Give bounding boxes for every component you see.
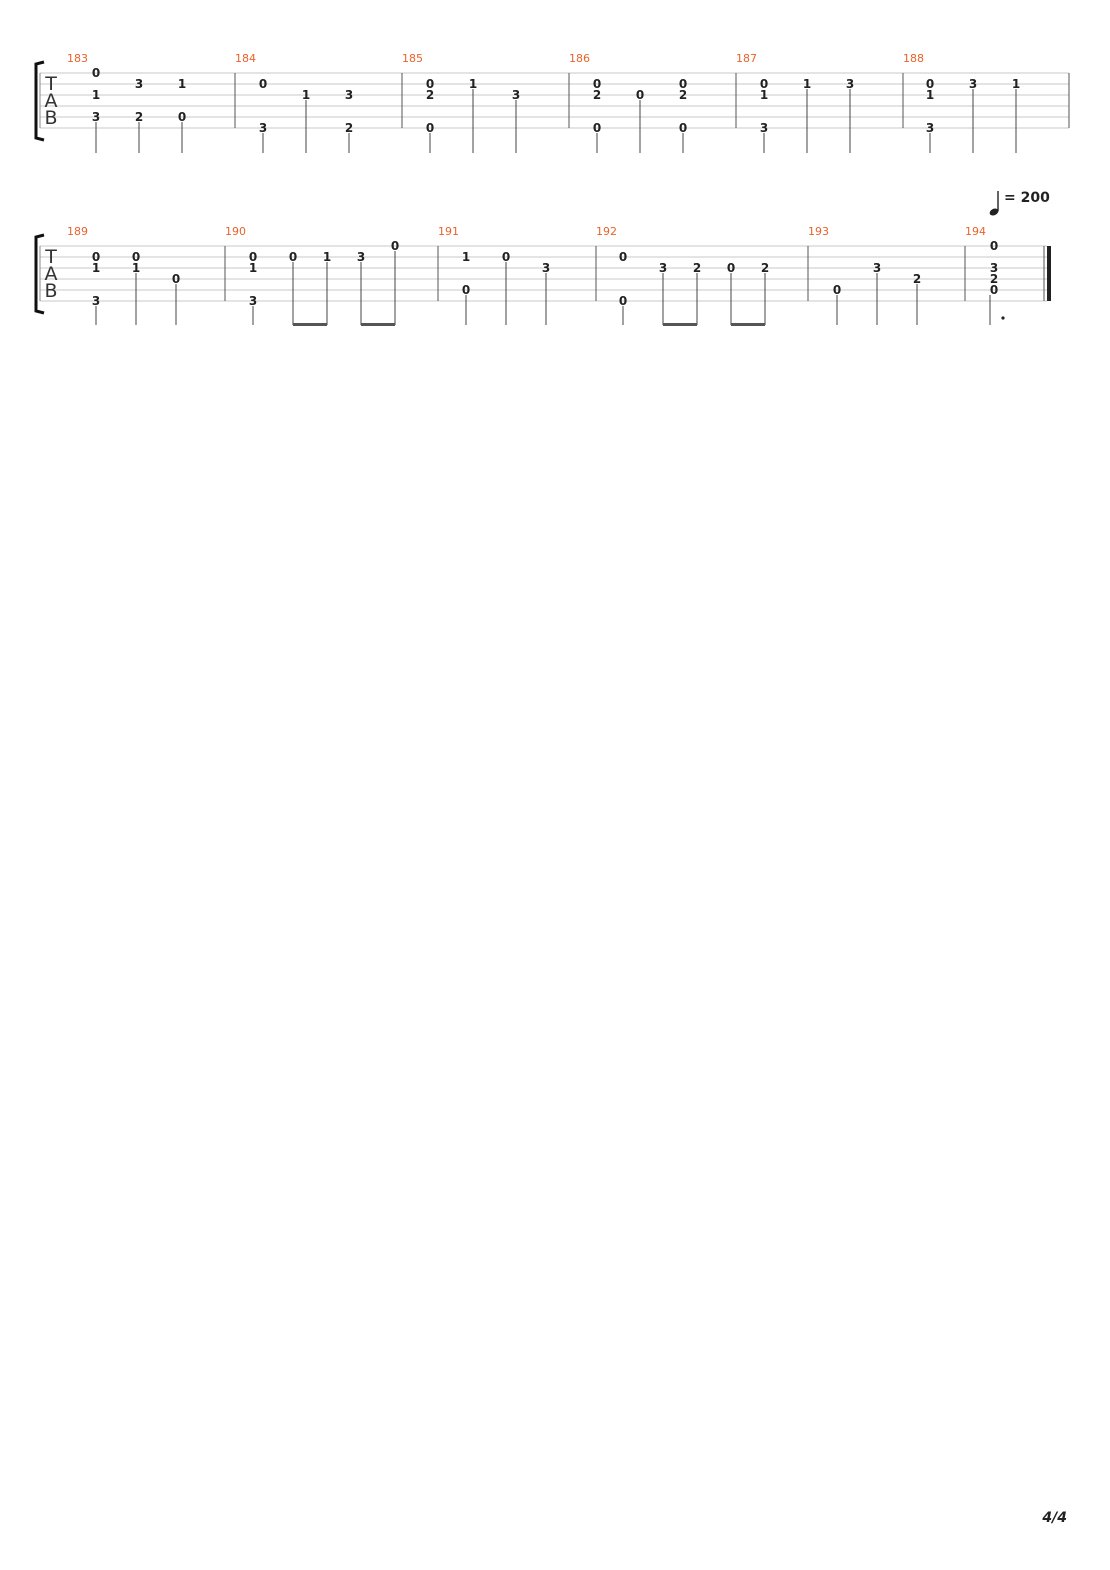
fret-number: 0 [171,272,181,286]
fret-number: 3 [845,77,855,91]
fret-number: 3 [511,88,521,102]
fret-number: 0 [288,250,298,264]
barlines [235,73,1069,128]
fret-number: 3 [356,250,366,264]
fret-number: 3 [925,121,935,135]
fret-number: 1 [131,261,141,275]
fret-number: 1 [461,250,471,264]
measure-number: 192 [596,225,617,238]
measure-number: 186 [569,52,590,65]
fret-number: 2 [592,88,602,102]
fret-number: 0 [925,77,935,91]
measure-190 [249,239,399,308]
fret-number: 0 [635,88,645,102]
fret-number: 0 [461,283,471,297]
fret-number: 1 [468,77,478,91]
fret-number: 0 [678,121,688,135]
fret-number: 0 [425,121,435,135]
tab-clef-a: A [44,90,58,112]
fret-number: 0 [390,239,400,253]
tab-clef-a: A [44,263,58,285]
fret-number: 1 [759,88,769,102]
tempo-marking [988,190,1050,217]
fret-number: 2 [760,261,770,275]
fret-number: 2 [989,272,999,286]
fret-number: 1 [248,261,258,275]
fret-number: 0 [618,294,628,308]
fret-number: 0 [248,250,258,264]
fret-number: 2 [678,88,688,102]
fret-number: 1 [925,88,935,102]
fret-number: 0 [501,250,511,264]
final-barline [1047,246,1051,301]
fret-number: 0 [91,250,101,264]
tab-clef-b: B [44,107,58,129]
fret-number: 3 [91,294,101,308]
measure-number: 191 [438,225,459,238]
fret-number: 1 [91,261,101,275]
measure-number: 190 [225,225,246,238]
fret-number: 1 [802,77,812,91]
note-stems [96,89,1016,153]
measure-number: 193 [808,225,829,238]
quarter-note-icon [988,191,999,217]
tab-clef-t: T [45,73,57,95]
tab-system-2 [36,225,1051,326]
fret-number: 3 [541,261,551,275]
fret-number: 0 [618,250,628,264]
fret-number: 0 [726,261,736,275]
fret-number: 1 [301,88,311,102]
measure-number: 189 [67,225,88,238]
fret-number: 3 [658,261,668,275]
fret-number: 0 [425,77,435,91]
fret-number: 0 [91,66,101,80]
measure-number: 194 [965,225,986,238]
fret-number: 0 [989,239,999,253]
fret-number: 0 [592,77,602,91]
tab-clef-t: T [45,246,57,268]
measure-number: 183 [67,52,88,65]
fret-number: 0 [759,77,769,91]
page-number: 4/4 [1042,1510,1067,1526]
fret-number: 1 [91,88,101,102]
fret-number: 1 [177,77,187,91]
measure-number: 187 [736,52,757,65]
fret-number: 0 [592,121,602,135]
tab-system-1 [36,52,1069,153]
fret-number: 1 [1011,77,1021,91]
fret-number: 0 [177,110,187,124]
fret-number: 2 [344,121,354,135]
fret-number: 3 [968,77,978,91]
fret-number: 2 [134,110,144,124]
tab-clef-b: B [44,280,58,302]
fret-number: 0 [989,283,999,297]
fret-number: 2 [425,88,435,102]
fret-number: 3 [872,261,882,275]
fret-number: 3 [258,121,268,135]
dotted-note-dot [1001,316,1004,319]
fret-number: 0 [258,77,268,91]
fret-number: 3 [134,77,144,91]
fret-number: 3 [91,110,101,124]
measure-194 [990,239,998,297]
fret-number: 3 [248,294,258,308]
fret-number: 0 [678,77,688,91]
fret-number: 1 [322,250,332,264]
staff-lines [40,73,1069,128]
fret-number: 0 [131,250,141,264]
fret-number: 3 [989,261,999,275]
measure-number: 184 [235,52,256,65]
fret-number: 2 [692,261,702,275]
eighth-note-beams [293,323,765,326]
fret-number: 3 [759,121,769,135]
measure-number: 185 [402,52,423,65]
fret-number: 0 [832,283,842,297]
fret-number: 2 [912,272,922,286]
tempo-value: = 200 [1004,190,1050,206]
fret-number: 3 [344,88,354,102]
measure-number: 188 [903,52,924,65]
